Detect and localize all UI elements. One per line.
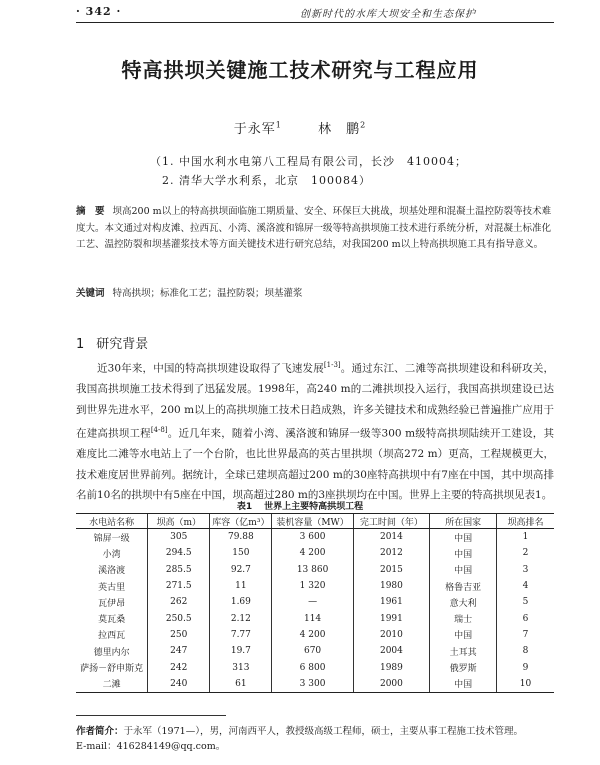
table-cell: 俄罗斯: [430, 659, 497, 675]
body-text-run: 。通过东江、二滩等高拱坝建设和科研攻关，我国高拱坝施工技术得到了迅猛发展。1998年，高240 m的二滩拱坝投入运行，我国高拱坝建设已达到世界先进水平，200 m以上的高拱坝施工技术日趋成熟，许多关键技术和成熟经验已普遍推广应用于在建高拱坝工程: [76, 362, 554, 440]
table-cell: 德里内尔: [93, 647, 130, 658]
affiliation-line: （1. 中国水利水电第八工程局有限公司，长沙 410004；: [150, 155, 467, 168]
table-row: [76, 676, 554, 693]
table-cell: 瓦伊昂: [98, 598, 126, 609]
table-label: 表1: [236, 502, 253, 512]
table-header-row: [76, 514, 554, 529]
table-cell: 中国: [430, 676, 497, 693]
table-header-cell: 装机容量（MW）: [272, 514, 353, 529]
table-row: [76, 529, 554, 546]
table-cell: 小湾: [102, 549, 121, 560]
dam-table: [76, 513, 554, 693]
paper-title: 特高拱坝关键施工技术研究与工程应用: [121, 58, 479, 82]
table-cell: 250.5: [148, 610, 210, 626]
table-cell: 262: [148, 594, 210, 610]
table-cell: 中国: [430, 627, 497, 643]
keywords-text: 特高拱坝；标准化工艺；温控防裂；坝基灌浆: [112, 288, 303, 299]
keywords-label: 关键词: [76, 288, 105, 299]
table-cell: 7: [497, 627, 554, 643]
table-cell: 中国: [430, 545, 497, 561]
table-cell: 莫瓦桑: [98, 615, 126, 626]
table-cell: 3 300: [272, 676, 353, 693]
table-cell: 3: [497, 562, 554, 578]
body-text-run: 。近几年来，随着小湾、溪洛渡和锦屏一级等300 m级特高拱坝陆续开工建设，其难度比二滩等水电站上了一个台阶，也比世界最高的英古里拱坝（坝高272 m）更高，工程规模更大，技术难度居世界前列。据统计，全球已建坝高超过200 m的30座特高拱坝中有7座在中国，其中坝高排名前10名的拱坝中有5座在中国，坝高超过280 m的3座拱坝均在中国。世界上主要的特高拱坝见表1。: [76, 427, 554, 501]
table-cell: 英古里: [98, 582, 126, 593]
table-cell: 1980: [353, 578, 429, 594]
table-cell: 1.69: [210, 594, 272, 610]
table-cell: 2: [497, 545, 554, 561]
table-cell: 萨扬－舒申斯克: [80, 664, 144, 675]
table-cell: 9: [497, 659, 554, 675]
table-row: [76, 594, 554, 610]
body-text-run: 近30年来，中国的特高拱坝建设取得了飞速发展: [97, 362, 324, 375]
citation-ref: [1-3]: [323, 361, 341, 369]
footnote-email: E-mail：416284149@qq.com。: [76, 741, 226, 752]
table-cell: 格鲁吉亚: [430, 578, 497, 594]
table-cell: 3 600: [272, 529, 353, 546]
table-cell: 305: [148, 529, 210, 546]
table-cell: —: [272, 594, 353, 610]
table-cell: 271.5: [148, 578, 210, 594]
table-cell: 240: [148, 676, 210, 693]
author-name: 于永军: [233, 122, 276, 137]
section-heading: [76, 333, 148, 352]
affiliation-line: 2. 清华大学水利系，北京 100084）: [162, 174, 371, 187]
table-cell: 1: [497, 529, 554, 546]
table-row: [76, 545, 554, 561]
table-cell: 19.7: [210, 643, 272, 659]
table-cell: 1991: [353, 610, 429, 626]
table-header-cell: 完工时间（年）: [353, 514, 429, 529]
table-cell: 250: [148, 627, 210, 643]
author-affil-mark: 1: [275, 120, 282, 130]
table-cell: 79.88: [210, 529, 272, 546]
table-cell: 拉西瓦: [98, 631, 126, 642]
abstract-label: 摘 要: [76, 206, 105, 217]
table-cell: 溪洛渡: [98, 566, 126, 577]
table-cell: 中国: [430, 562, 497, 578]
table-cell: 13 860: [272, 562, 353, 578]
table-cell: 土耳其: [430, 643, 497, 659]
table-row: [76, 659, 554, 675]
table-cell: 242: [148, 659, 210, 675]
author-name: 林 鹏: [318, 122, 361, 137]
table-cell: 11: [210, 578, 272, 594]
body-paragraph: [76, 355, 554, 506]
keywords: [76, 286, 554, 303]
footnote-rule: [76, 715, 226, 716]
table-cell: 4 200: [272, 627, 353, 643]
table-cell: 1961: [353, 594, 429, 610]
author-line: [0, 118, 600, 137]
table-header-cell: 库容（亿m³）: [210, 514, 272, 529]
page-number: · 342 ·: [76, 5, 122, 18]
table-cell: 中国: [430, 529, 497, 546]
table-cell: 2000: [353, 676, 429, 693]
table-cell: 5: [497, 594, 554, 610]
table-row: [76, 562, 554, 578]
table-caption-text: 世界上主要特高拱坝工程: [264, 502, 364, 512]
table-cell: 61: [210, 676, 272, 693]
table-cell: 瑞士: [430, 610, 497, 626]
footnote-text: 于永军（1971—），男，河南西平人，教授级高级工程师，硕士，主要从事工程施工技术管理。: [123, 726, 523, 737]
table-cell: 2010: [353, 627, 429, 643]
table-row: [76, 643, 554, 659]
table-row: [76, 627, 554, 643]
table-cell: 2015: [353, 562, 429, 578]
table-cell: 2012: [353, 545, 429, 561]
table-row: [76, 610, 554, 626]
journal-title: 创新时代的水库大坝安全和生态保护: [300, 9, 476, 20]
author-footnote: [76, 724, 554, 754]
table-cell: 意大利: [430, 594, 497, 610]
table-cell: 247: [148, 643, 210, 659]
table-cell: 4: [497, 578, 554, 594]
section-title: 研究背景: [96, 337, 149, 352]
table-cell: 150: [210, 545, 272, 561]
table-cell: 92.7: [210, 562, 272, 578]
table-caption: [0, 499, 600, 512]
table-cell: 8: [497, 643, 554, 659]
author-affil-mark: 2: [360, 120, 367, 130]
table-cell: 二滩: [76, 676, 148, 693]
table-cell: 2004: [353, 643, 429, 659]
header-rule: [76, 22, 554, 23]
table-cell: 2014: [353, 529, 429, 546]
table-cell: 锦屏一级: [93, 533, 130, 544]
table-cell: 2.12: [210, 610, 272, 626]
table-cell: 7.77: [210, 627, 272, 643]
table-cell: 670: [272, 643, 353, 659]
table-cell: 6 800: [272, 659, 353, 675]
table-cell: 10: [497, 676, 554, 693]
abstract-text: 坝高200 m以上的特高拱坝面临施工期质量、安全、环保巨大挑战，坝基处理和混凝土温控防裂等技术难度大。本文通过对构皮滩、拉西瓦、小湾、溪洛渡和锦屏一级等特高拱坝施工技术进行系统分析，对混凝土标准化工艺、温控防裂和坝基灌浆技术等方面关键技术进行研究总结，对我国200 m以上特高拱坝施工具有指导意义。: [76, 206, 552, 250]
table-cell: 285.5: [148, 562, 210, 578]
table-row: [76, 578, 554, 594]
footnote-label: 作者简介：: [76, 726, 124, 737]
table-cell: 294.5: [148, 545, 210, 561]
table-cell: 1 320: [272, 578, 353, 594]
table-header-cell: 所在国家: [430, 514, 497, 529]
table-header-cell: 坝高排名: [497, 514, 554, 529]
abstract: [76, 204, 554, 254]
citation-ref: [4-8]: [150, 426, 168, 434]
table-cell: 114: [272, 610, 353, 626]
table-cell: 1989: [353, 659, 429, 675]
running-header: [0, 4, 600, 22]
table-header-cell: 坝高（m）: [148, 514, 210, 529]
table-cell: 4 200: [272, 545, 353, 561]
table-header-cell: 水电站名称: [76, 514, 148, 529]
section-number: 1: [76, 337, 85, 352]
table-cell: 313: [210, 659, 272, 675]
table-cell: 6: [497, 610, 554, 626]
